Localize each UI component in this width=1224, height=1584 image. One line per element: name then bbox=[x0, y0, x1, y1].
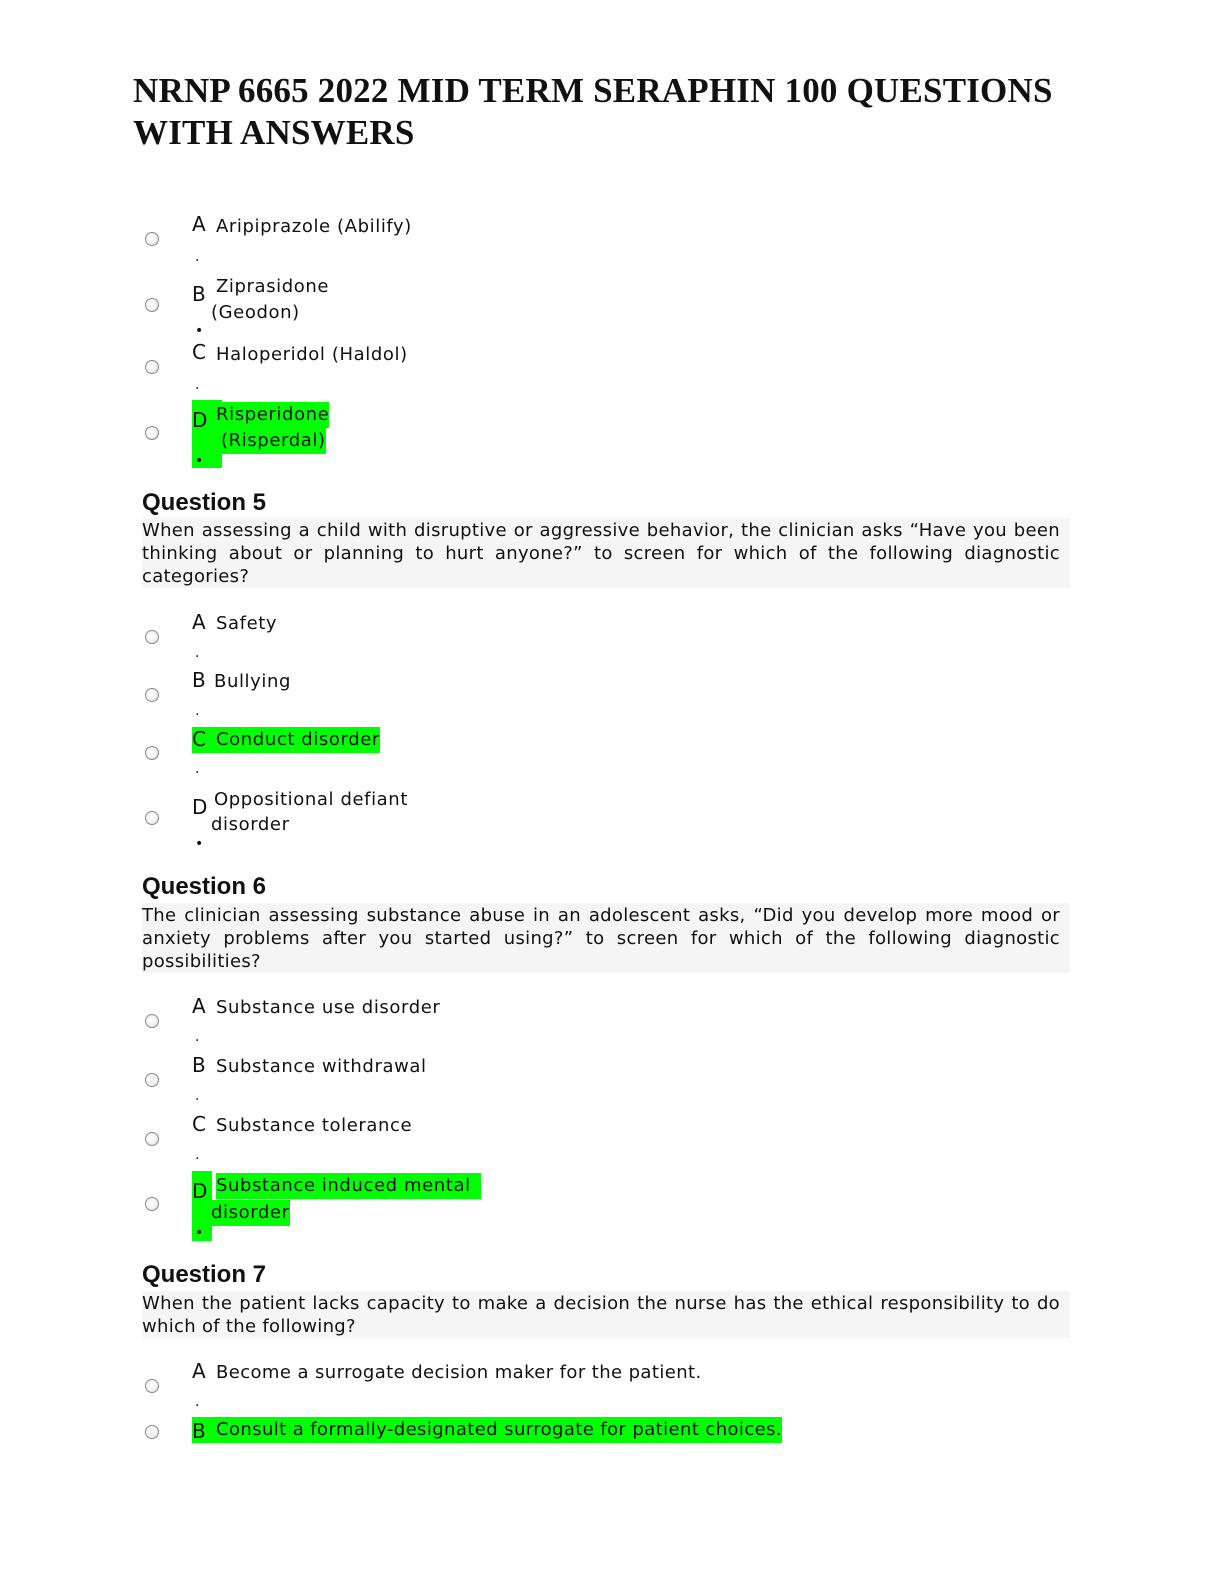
question-text: When the patient lacks capacity to make a decision the nurse has the ethical responsibility to do which of the following? bbox=[142, 1291, 1070, 1338]
option-text: Risperidone bbox=[216, 402, 329, 428]
option-bullet: . bbox=[195, 377, 200, 393]
option-letter: A bbox=[192, 1359, 206, 1383]
option-letter: A bbox=[192, 994, 206, 1018]
radio-button[interactable] bbox=[145, 1425, 159, 1439]
option-text: Safety bbox=[216, 613, 278, 634]
option-letter: B bbox=[192, 668, 206, 692]
question-heading: Question 7 bbox=[142, 1261, 267, 1288]
option-bullet: . bbox=[195, 1147, 200, 1163]
option-letter: D bbox=[192, 408, 208, 432]
option-bullet: . bbox=[195, 761, 200, 777]
option-text-line2: (Risperdal) bbox=[221, 428, 326, 454]
option-bullet: • bbox=[195, 836, 204, 852]
option-bullet: . bbox=[195, 1029, 200, 1045]
radio-button[interactable] bbox=[145, 298, 159, 312]
question-text: The clinician assessing substance abuse in an adolescent asks, “Did you develop more mood or anxiety problems after you started using?” to screen for which of the following diagnostic possibilities? bbox=[142, 903, 1070, 973]
option-text: Substance tolerance bbox=[216, 1115, 413, 1136]
option-letter: C bbox=[192, 340, 206, 364]
option-letter: B bbox=[192, 1419, 206, 1443]
option-text: Haloperidol (Haldol) bbox=[216, 344, 408, 365]
option-text-line2: (Geodon) bbox=[211, 302, 300, 323]
option-bullet: • bbox=[195, 453, 204, 469]
question-heading: Question 6 bbox=[142, 873, 267, 900]
radio-button[interactable] bbox=[145, 1197, 159, 1211]
option-text: Substance use disorder bbox=[216, 997, 441, 1018]
option-text: Oppositional defiant bbox=[214, 789, 408, 810]
option-text: Ziprasidone bbox=[216, 276, 330, 297]
option-text-line2: disorder bbox=[211, 814, 290, 835]
radio-button[interactable] bbox=[145, 232, 159, 246]
document-title: NRNP 6665 2022 MID TERM SERAPHIN 100 QUESTIONS WITH ANSWERS bbox=[133, 71, 1053, 152]
option-letter: B bbox=[192, 282, 206, 306]
option-bullet: • bbox=[195, 323, 204, 339]
option-text: Consult a formally-designated surrogate for patient choices. bbox=[216, 1417, 782, 1443]
option-bullet: . bbox=[195, 1394, 200, 1410]
option-letter: D bbox=[192, 795, 208, 819]
option-bullet: . bbox=[195, 703, 200, 719]
option-letter: A bbox=[192, 610, 206, 634]
question-text: When assessing a child with disruptive or aggressive behavior, the clinician asks “Have you been thinking about or planning to hurt anyone?” to screen for which of the following diagnostic categories? bbox=[142, 518, 1070, 588]
radio-button[interactable] bbox=[145, 1073, 159, 1087]
question-heading: Question 5 bbox=[142, 489, 267, 516]
option-letter: C bbox=[192, 1112, 206, 1136]
option-bullet: . bbox=[195, 645, 200, 661]
option-letter: B bbox=[192, 1053, 206, 1077]
option-letter: D bbox=[192, 1179, 208, 1203]
option-letter: A bbox=[192, 212, 206, 236]
option-text: Conduct disorder bbox=[216, 727, 380, 753]
radio-button[interactable] bbox=[145, 630, 159, 644]
radio-button[interactable] bbox=[145, 1014, 159, 1028]
option-letter: C bbox=[192, 727, 206, 751]
option-text: Become a surrogate decision maker for the patient. bbox=[216, 1362, 702, 1383]
radio-button[interactable] bbox=[145, 360, 159, 374]
radio-button[interactable] bbox=[145, 1379, 159, 1393]
option-bullet: . bbox=[195, 1088, 200, 1104]
radio-button[interactable] bbox=[145, 1132, 159, 1146]
radio-button[interactable] bbox=[145, 746, 159, 760]
radio-button[interactable] bbox=[145, 426, 159, 440]
option-text: Substance induced mental bbox=[216, 1173, 481, 1199]
option-bullet: • bbox=[195, 1225, 204, 1241]
option-text: Bullying bbox=[214, 671, 292, 692]
option-bullet: . bbox=[195, 249, 200, 265]
option-text-line2: disorder bbox=[211, 1200, 290, 1226]
option-text: Substance withdrawal bbox=[216, 1056, 427, 1077]
radio-button[interactable] bbox=[145, 688, 159, 702]
option-text: Aripiprazole (Abilify) bbox=[216, 216, 412, 237]
radio-button[interactable] bbox=[145, 811, 159, 825]
